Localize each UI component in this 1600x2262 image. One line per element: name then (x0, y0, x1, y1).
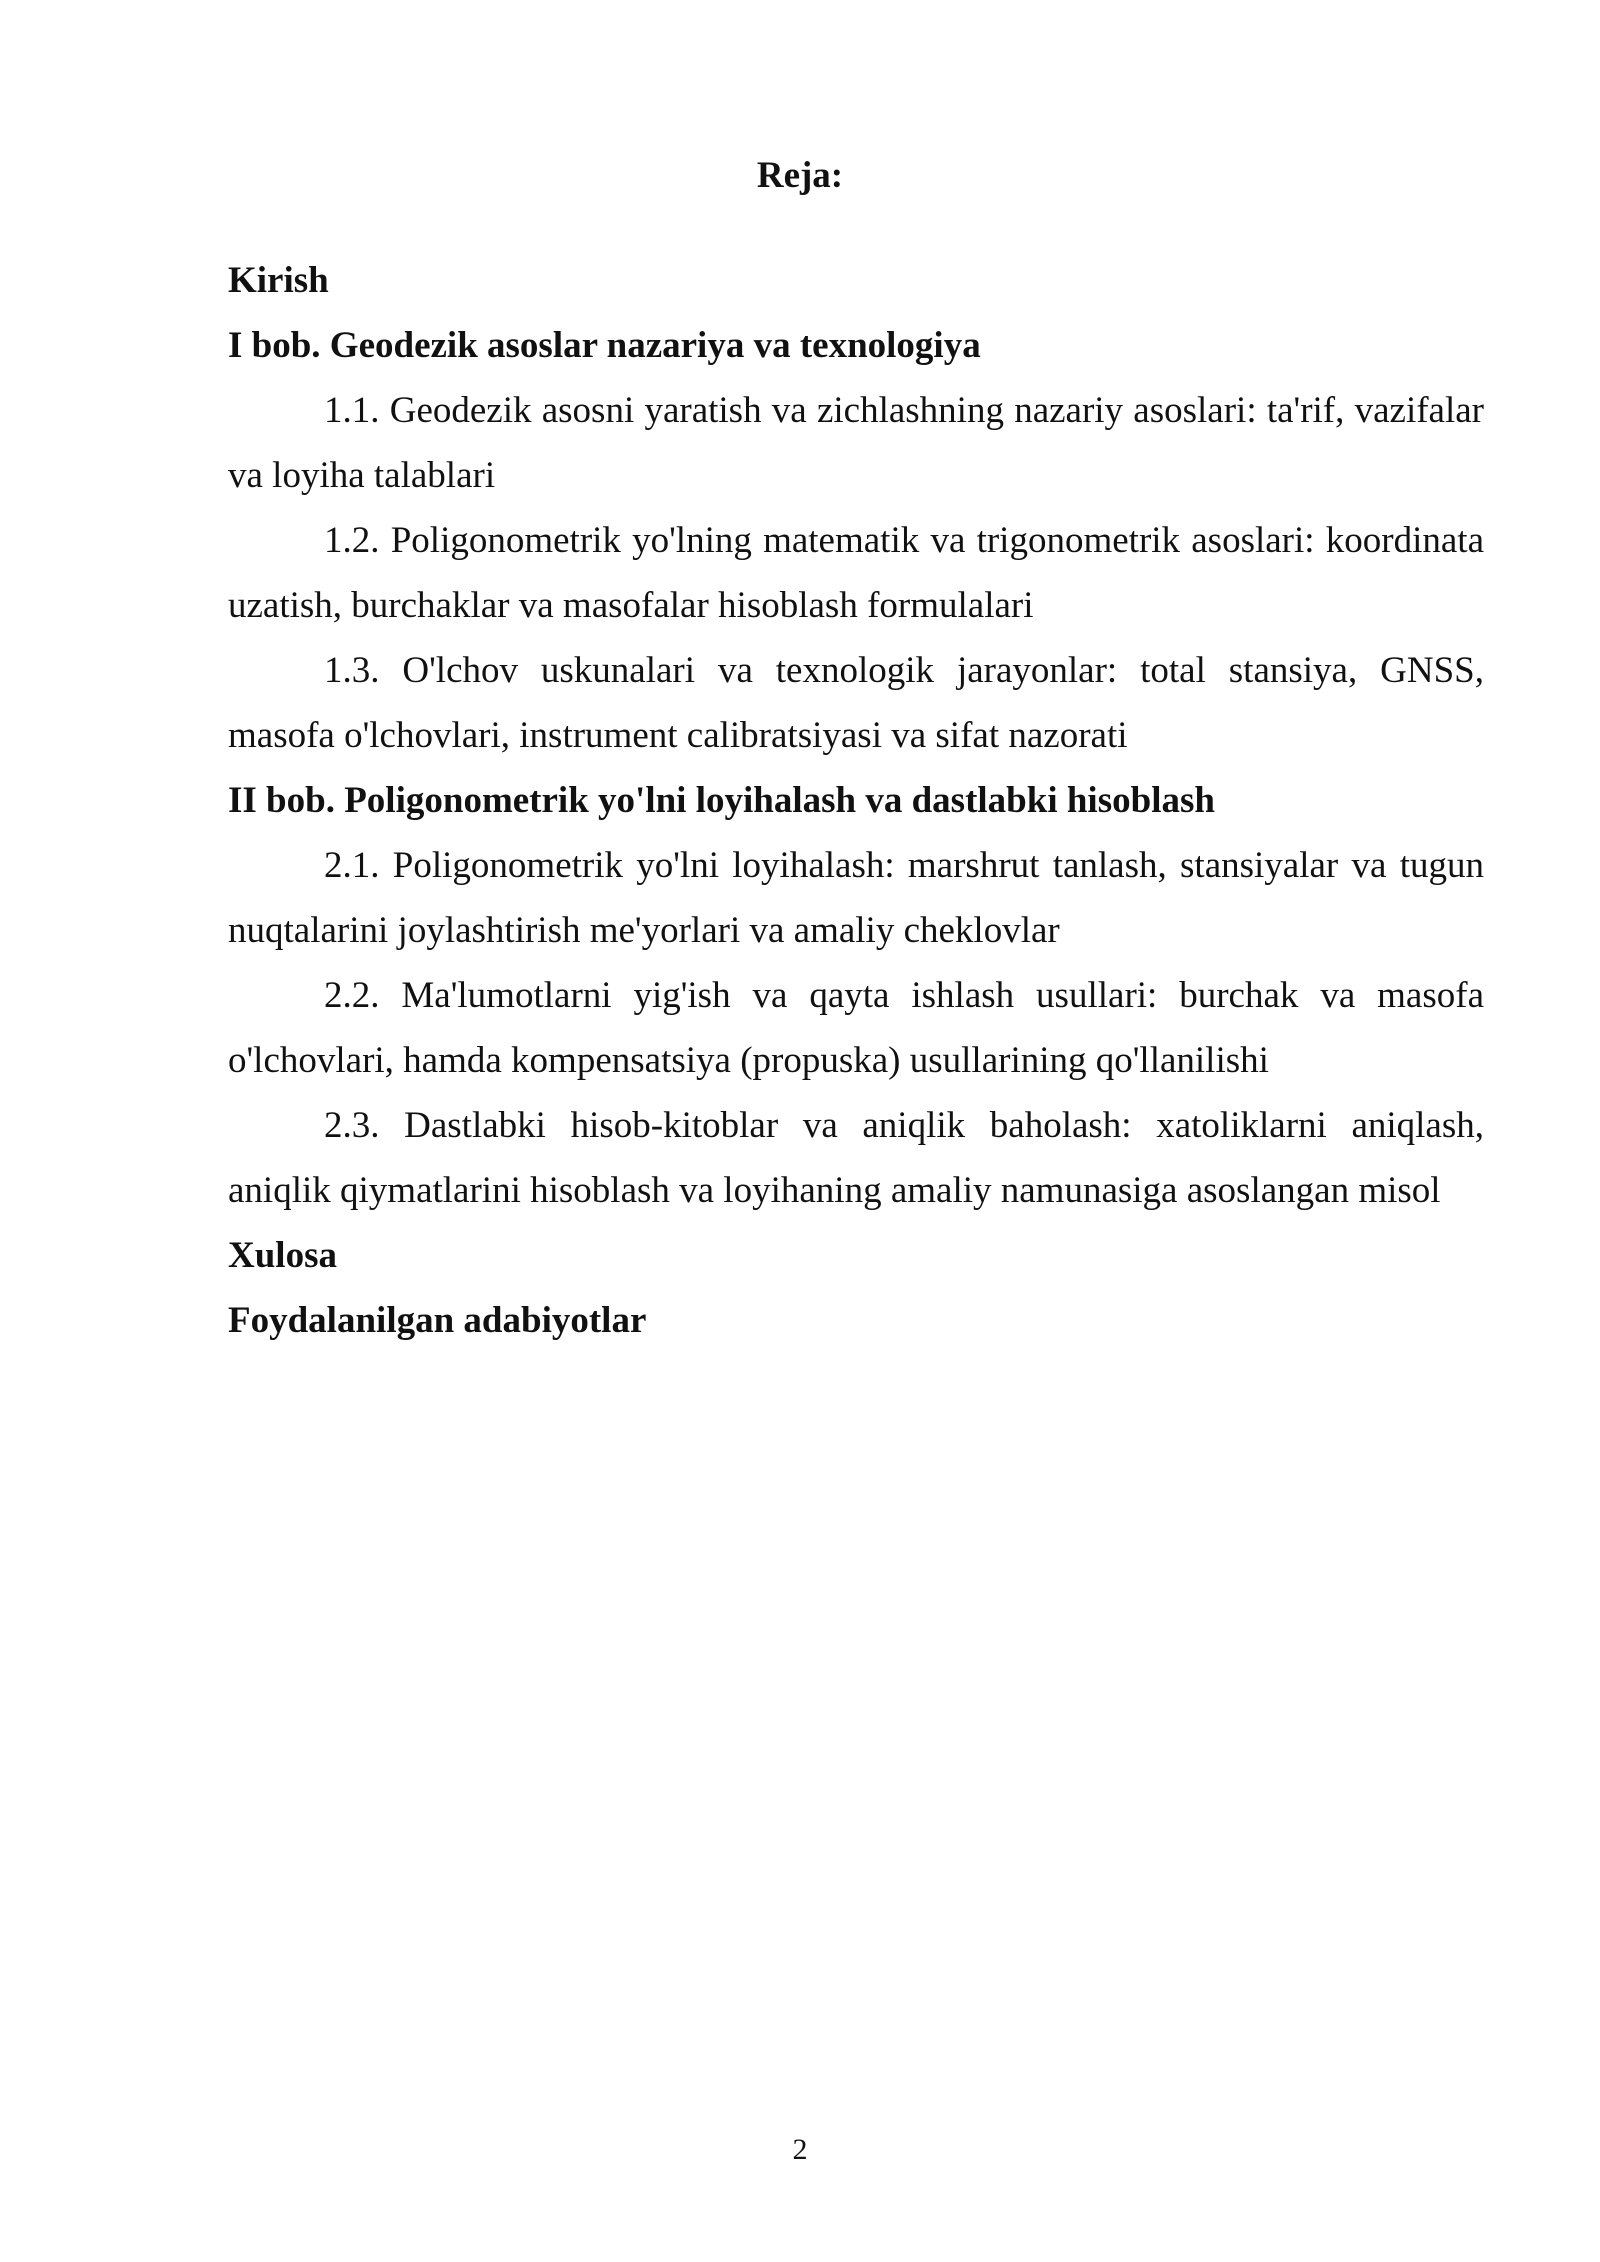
toc-item-2-2: 2.2. Ma'lumotlarni yig'ish va qayta ishlash usullari: burchak va masofa o'lchovlari, hamda kompensatsiya (propuska) usullarining qo'llanilishi (228, 975, 1484, 1081)
toc-intro: Kirish (228, 260, 329, 301)
toc-item-2-1: 2.1. Poligonometrik yo'lni loyihalash: marshrut tanlash, stansiyalar va tugun nuqtalarini joylashtirish me'yorlari va amaliy cheklovlar (228, 845, 1484, 951)
toc-item-2-3: 2.3. Dastlabki hisob-kitoblar va aniqlik baholash: xatoliklarni aniqlash, aniqlik qiymatlarini hisoblash va loyihaning amaliy namunasiga asoslangan misol (228, 1105, 1484, 1211)
toc-conclusion: Xulosa (228, 1235, 337, 1276)
toc-item-1-1: 1.1. Geodezik asosni yaratish va zichlashning nazariy asoslari: ta'rif, vazifalar va loyiha talablari (228, 390, 1484, 496)
toc-chapter-2-heading: II bob. Poligonometrik yo'lni loyihalash va dastlabki hisoblash (228, 780, 1215, 821)
table-of-contents (228, 248, 1484, 1353)
toc-chapter-1-heading: I bob. Geodezik asoslar nazariya va texnologiya (228, 325, 981, 366)
page-title: Reja: (756, 155, 844, 196)
toc-references: Foydalanilgan adabiyotlar (228, 1300, 647, 1341)
toc-item-1-3: 1.3. O'lchov uskunalari va texnologik jarayonlar: total stansiya, GNSS, masofa o'lchovlari, instrument calibratsiyasi va sifat nazorati (228, 650, 1484, 756)
toc-item-1-2: 1.2. Poligonometrik yo'lning matematik va trigonometrik asoslari: koordinata uzatish, burchaklar va masofalar hisoblash formulalari (228, 520, 1484, 626)
page-number: 2 (792, 2133, 808, 2166)
